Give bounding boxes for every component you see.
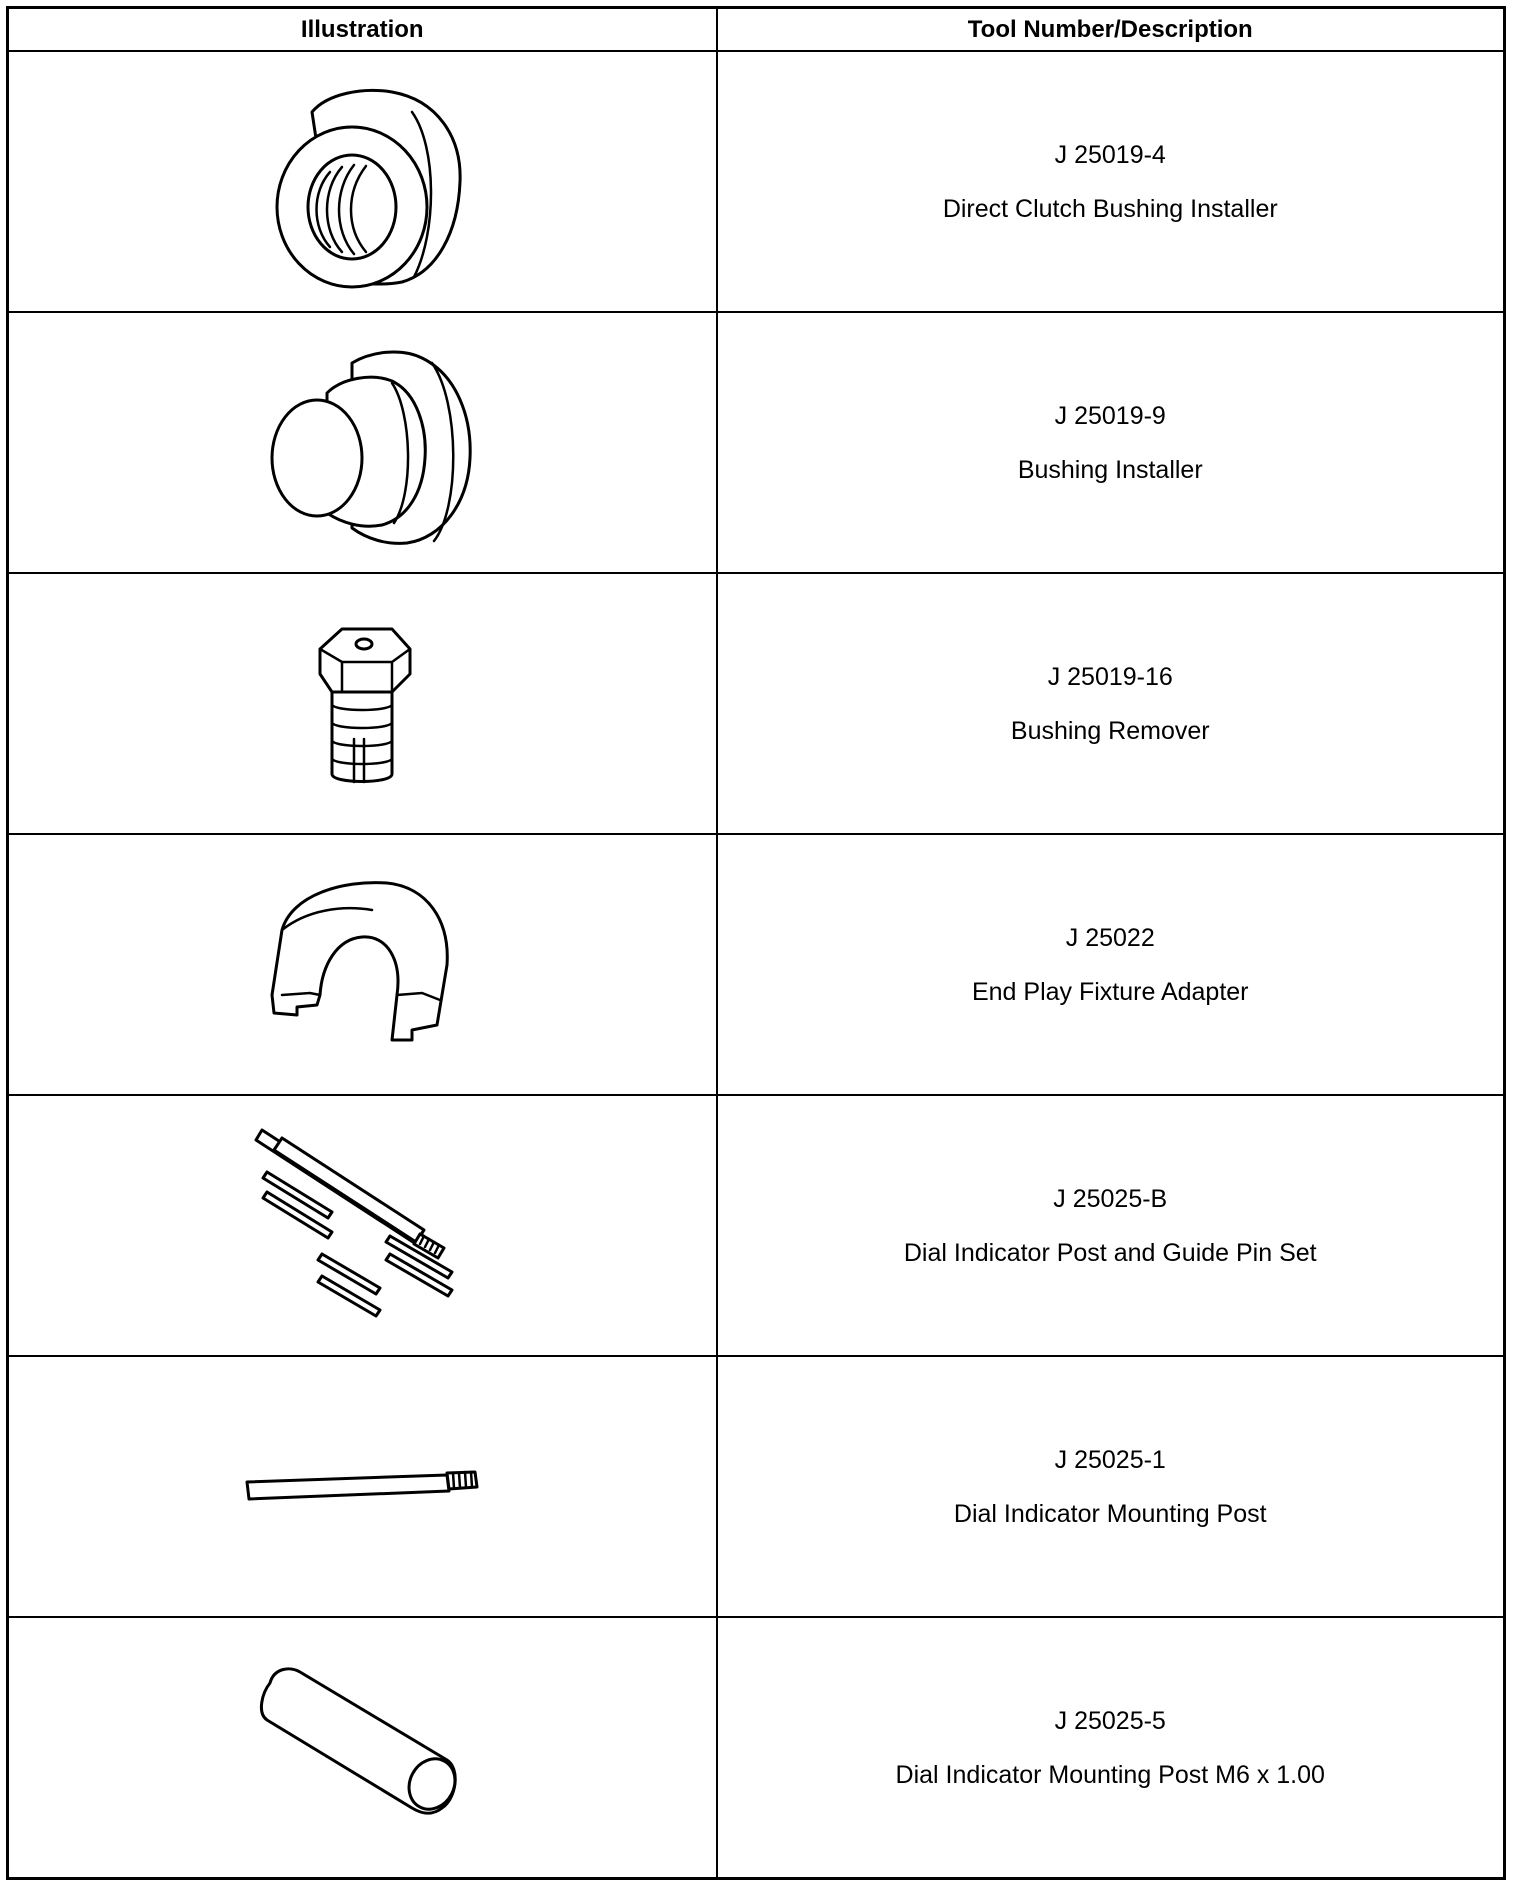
- illustration-cell: [8, 312, 717, 573]
- tool-description: Direct Clutch Bushing Installer: [942, 194, 1278, 223]
- tool-number: J 25025-B: [1053, 1184, 1168, 1213]
- post-and-pin-set-icon: [252, 1116, 472, 1336]
- illustration-cell: [8, 1095, 717, 1356]
- cylinder-post-icon: [252, 1658, 472, 1838]
- tool-number: J 25019-9: [1054, 401, 1166, 430]
- tool-cell: [717, 312, 1505, 573]
- table-row: [8, 1095, 1505, 1356]
- tool-cell: [717, 1095, 1505, 1356]
- tool-number: J 25025-1: [1054, 1445, 1166, 1474]
- bushing-remover-icon: [292, 614, 432, 794]
- special-tools-table: [6, 6, 1506, 1880]
- table-row: [8, 834, 1505, 1095]
- table-row: [8, 1617, 1505, 1879]
- bushing-installer-icon: [242, 72, 482, 292]
- table-row: [8, 1356, 1505, 1617]
- tool-number: J 25019-4: [1054, 140, 1166, 169]
- mounting-post-icon: [237, 1457, 487, 1517]
- header-row: [8, 8, 1505, 52]
- tool-number: J 25022: [1065, 923, 1155, 952]
- tool-description: Bushing Installer: [1017, 455, 1203, 484]
- illustration-cell: [8, 573, 717, 834]
- table-row: [8, 573, 1505, 834]
- fixture-adapter-icon: [252, 875, 472, 1055]
- tool-description: Dial Indicator Mounting Post M6 x 1.00: [895, 1760, 1325, 1789]
- table-row: [8, 51, 1505, 312]
- illustration-cell: [8, 1617, 717, 1879]
- illustration-cell: [8, 834, 717, 1095]
- tool-description: End Play Fixture Adapter: [971, 977, 1249, 1006]
- tool-cell: [717, 834, 1505, 1095]
- tool-cell: [717, 51, 1505, 312]
- illustration-header: Illustration: [8, 8, 717, 52]
- tool-number: J 25019-16: [1047, 662, 1173, 691]
- tool-number: J 25025-5: [1054, 1706, 1166, 1735]
- tool-cell: [717, 1356, 1505, 1617]
- tool-description: Dial Indicator Mounting Post: [953, 1499, 1267, 1528]
- tool-cell: [717, 1617, 1505, 1879]
- stepped-bushing-installer-icon: [242, 333, 482, 553]
- tool-header: Tool Number/Description: [717, 8, 1505, 52]
- tool-description: Dial Indicator Post and Guide Pin Set: [903, 1238, 1317, 1267]
- tool-description: Bushing Remover: [1010, 716, 1210, 745]
- table-row: [8, 312, 1505, 573]
- illustration-cell: [8, 1356, 717, 1617]
- tool-cell: [717, 573, 1505, 834]
- illustration-cell: [8, 51, 717, 312]
